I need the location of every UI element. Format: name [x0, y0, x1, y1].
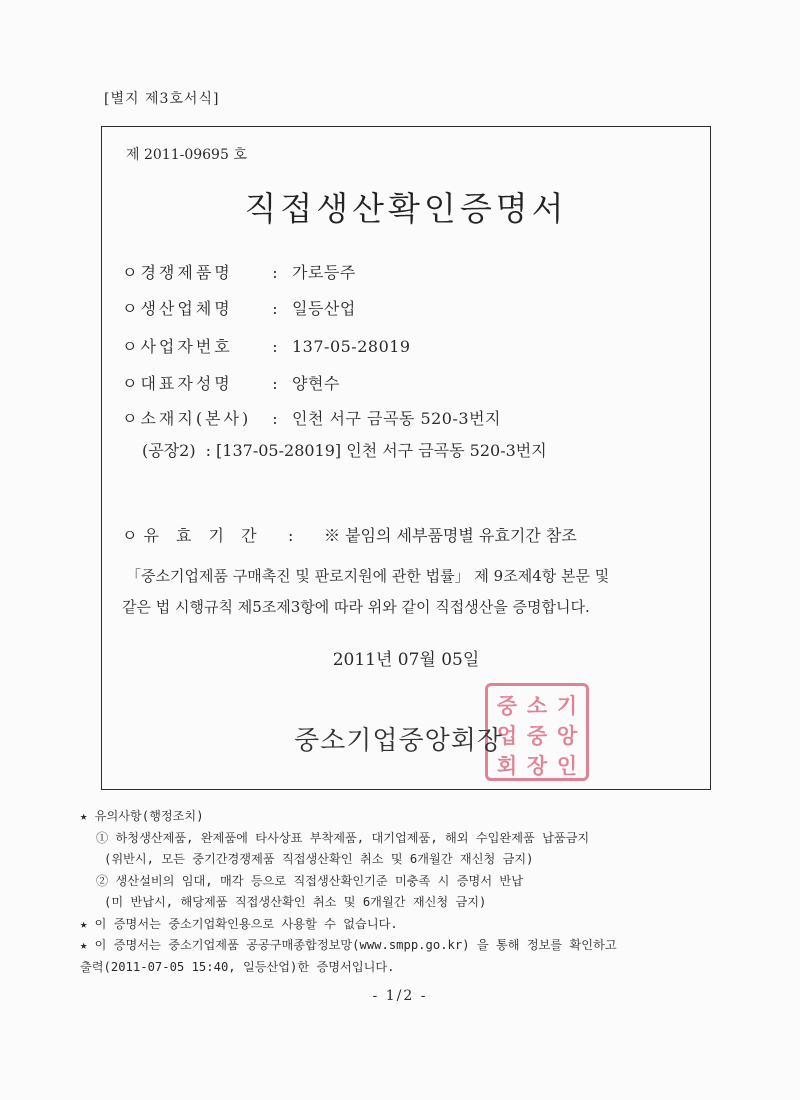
official-seal: 중 소 기 업 중 앙 회 장 인	[485, 683, 589, 781]
note-item: (미 반납시, 해당제품 직접생산확인 취소 및 6개월간 재신청 금지)	[104, 895, 487, 909]
certificate-frame	[101, 126, 711, 790]
field-value: 가로등주	[292, 263, 356, 282]
field-label: ㅇ사업자번호	[122, 337, 233, 356]
field-separator: :	[272, 409, 278, 428]
note-item: ★ 이 증명서는 중소기업확인용으로 사용할 수 없습니다.	[80, 916, 398, 931]
validity-separator: :	[288, 526, 294, 545]
issue-date: 2011년 07월 05일	[332, 650, 480, 670]
validity-value: ※ 붙임의 세부품명별 유효기간 참조	[324, 526, 577, 545]
factory-label: (공장2)	[142, 441, 196, 460]
form-tag: [별지 제3호서식]	[104, 91, 220, 107]
note-item: (위반시, 모든 중기간경쟁제품 직접생산확인 취소 및 6개월간 재신청 금지)	[104, 852, 534, 866]
field-product-name	[122, 260, 356, 283]
page-number: - 1/2 -	[372, 988, 428, 1004]
field-separator: :	[272, 337, 278, 356]
issuer-name: 중소기업중앙회장	[294, 726, 503, 756]
field-value: 137-05-28019	[292, 337, 411, 356]
field-separator: :	[272, 374, 278, 393]
field-label: ㅇ생산업체명	[122, 299, 233, 318]
notes-heading: ★ 유의사항(행정조치)	[80, 809, 204, 823]
legal-text-line: 같은 법 시행규칙 제5조제3항에 따라 위와 같이 직접생산을 증명합니다.	[122, 598, 590, 616]
field-value: 양현수	[292, 374, 340, 393]
notes-section	[80, 806, 617, 978]
field-value: 인천 서구 금곡동 520-3번지	[292, 409, 501, 428]
field-representative	[122, 371, 340, 394]
certificate-number: 제 2011-09695 호	[126, 147, 247, 163]
field-validity	[122, 523, 577, 546]
validity-label: ㅇ유 효 기 간	[122, 526, 263, 545]
field-business-number	[122, 334, 411, 357]
field-label: ㅇ경쟁제품명	[122, 263, 233, 282]
field-value: 일등산업	[292, 299, 356, 318]
note-item: ② 생산설비의 임대, 매각 등으로 직접생산확인기준 미충족 시 증명서 반납	[96, 873, 523, 888]
field-factory	[142, 438, 547, 461]
field-separator: :	[272, 299, 278, 318]
certificate-title: 직접생산확인증명서	[244, 189, 568, 228]
field-address-hq	[122, 406, 501, 429]
field-label: ㅇ대표자성명	[122, 374, 233, 393]
note-item: 출력(2011-07-05 15:40, 일등산업)한 증명서입니다.	[80, 959, 395, 974]
factory-value: : [137-05-28019] 인천 서구 금곡동 520-3번지	[205, 441, 547, 460]
field-separator: :	[272, 263, 278, 282]
field-label: ㅇ소재지(본사)	[122, 409, 252, 428]
legal-text-line: 「중소기업제품 구매촉진 및 판로지원에 관한 법률」 제 9조제4항 본문 및	[126, 567, 610, 585]
note-item: ★ 이 증명서는 중소기업제품 공공구매종합정보망(www.smpp.go.kr) 을 통해 정보를 확인하고	[80, 938, 617, 952]
field-company-name	[122, 296, 356, 319]
note-item: ① 하청생산제품, 완제품에 타사상표 부착제품, 대기업제품, 해외 수입완제품 납품금지	[96, 830, 590, 845]
